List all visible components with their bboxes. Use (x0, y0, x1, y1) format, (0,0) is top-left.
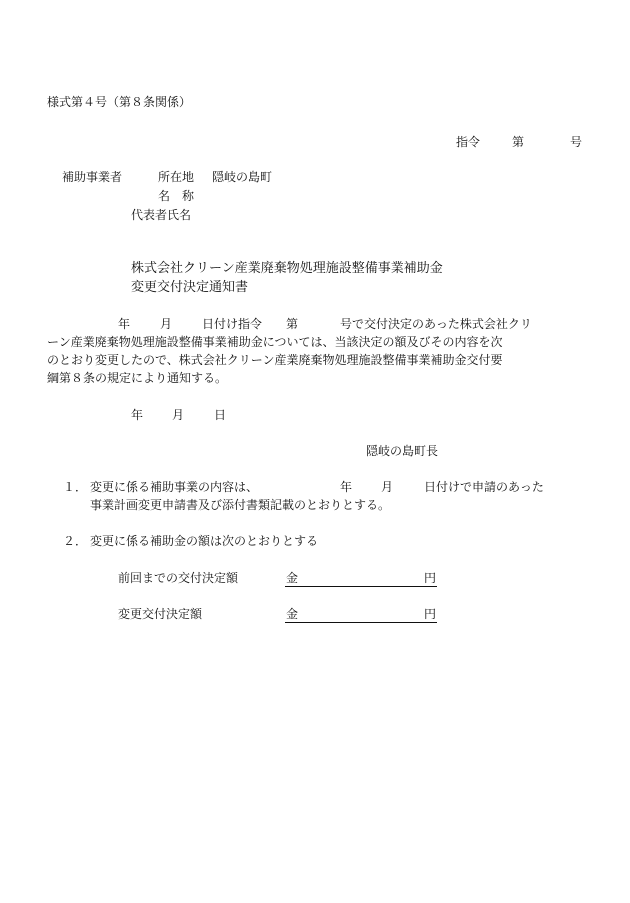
date-hi: 日 (214, 408, 227, 422)
item1-text-b: 日付けで申請のあった (424, 480, 544, 494)
body-line-3: のとおり変更したので、株式会社クリーン産業廃棄物処理施設整備事業補助金交付要 (47, 353, 503, 367)
name-label: 名 称 (158, 189, 195, 203)
body-hizuke: 日付け指令 (202, 317, 263, 331)
body-dai: 第 (286, 317, 299, 331)
ref-go: 号 (570, 135, 583, 149)
body-line-4: 綱第８条の規定により通知する。 (47, 371, 228, 385)
item1-tsuki: 月 (381, 480, 394, 494)
amount2-prefix: 金 (286, 607, 299, 621)
title-line-2: 変更交付決定通知書 (131, 280, 249, 295)
body-tsuki: 月 (160, 317, 173, 331)
amount1-unit: 円 (424, 571, 437, 585)
title-line-1: 株式会社クリーン産業廃棄物処理施設整備事業補助金 (131, 261, 443, 276)
amount1-prefix: 金 (286, 571, 299, 585)
item1-line-2: 事業計画変更申請書及び添付書類記載のとおりとする。 (90, 498, 391, 512)
item1-number: １． (63, 480, 88, 494)
amount1-label: 前回までの交付決定額 (118, 571, 239, 585)
body-line-2: ーン産業廃棄物処理施設整備事業補助金については、当該決定の額及びその内容を次 (47, 335, 503, 349)
address-value: 隠岐の島町 (212, 170, 273, 184)
date-tsuki: 月 (172, 408, 185, 422)
date-nen: 年 (131, 408, 144, 422)
amount2-label: 変更交付決定額 (118, 607, 203, 621)
item2-text: 変更に係る補助金の額は次のとおりとする (90, 534, 319, 548)
item1-text-a: 変更に係る補助事業の内容は、 (90, 480, 259, 494)
form-number: 様式第４号（第８条関係） (47, 95, 192, 109)
address-label: 所在地 (158, 170, 195, 184)
issuer: 隠岐の島町長 (366, 444, 439, 458)
body-line-1: 号で交付決定のあった株式会社クリ (340, 317, 532, 331)
item1-nen: 年 (340, 480, 353, 494)
amount2-field[interactable] (285, 606, 437, 623)
ref-shirei: 指令 (456, 135, 481, 149)
ref-dai: 第 (512, 135, 525, 149)
body-nen: 年 (118, 317, 131, 331)
rep-label: 代表者氏名 (131, 208, 192, 222)
amount2-unit: 円 (424, 607, 437, 621)
amount1-field[interactable] (285, 570, 437, 587)
item2-number: ２． (63, 534, 88, 548)
grantee-label: 補助事業者 (62, 170, 123, 184)
